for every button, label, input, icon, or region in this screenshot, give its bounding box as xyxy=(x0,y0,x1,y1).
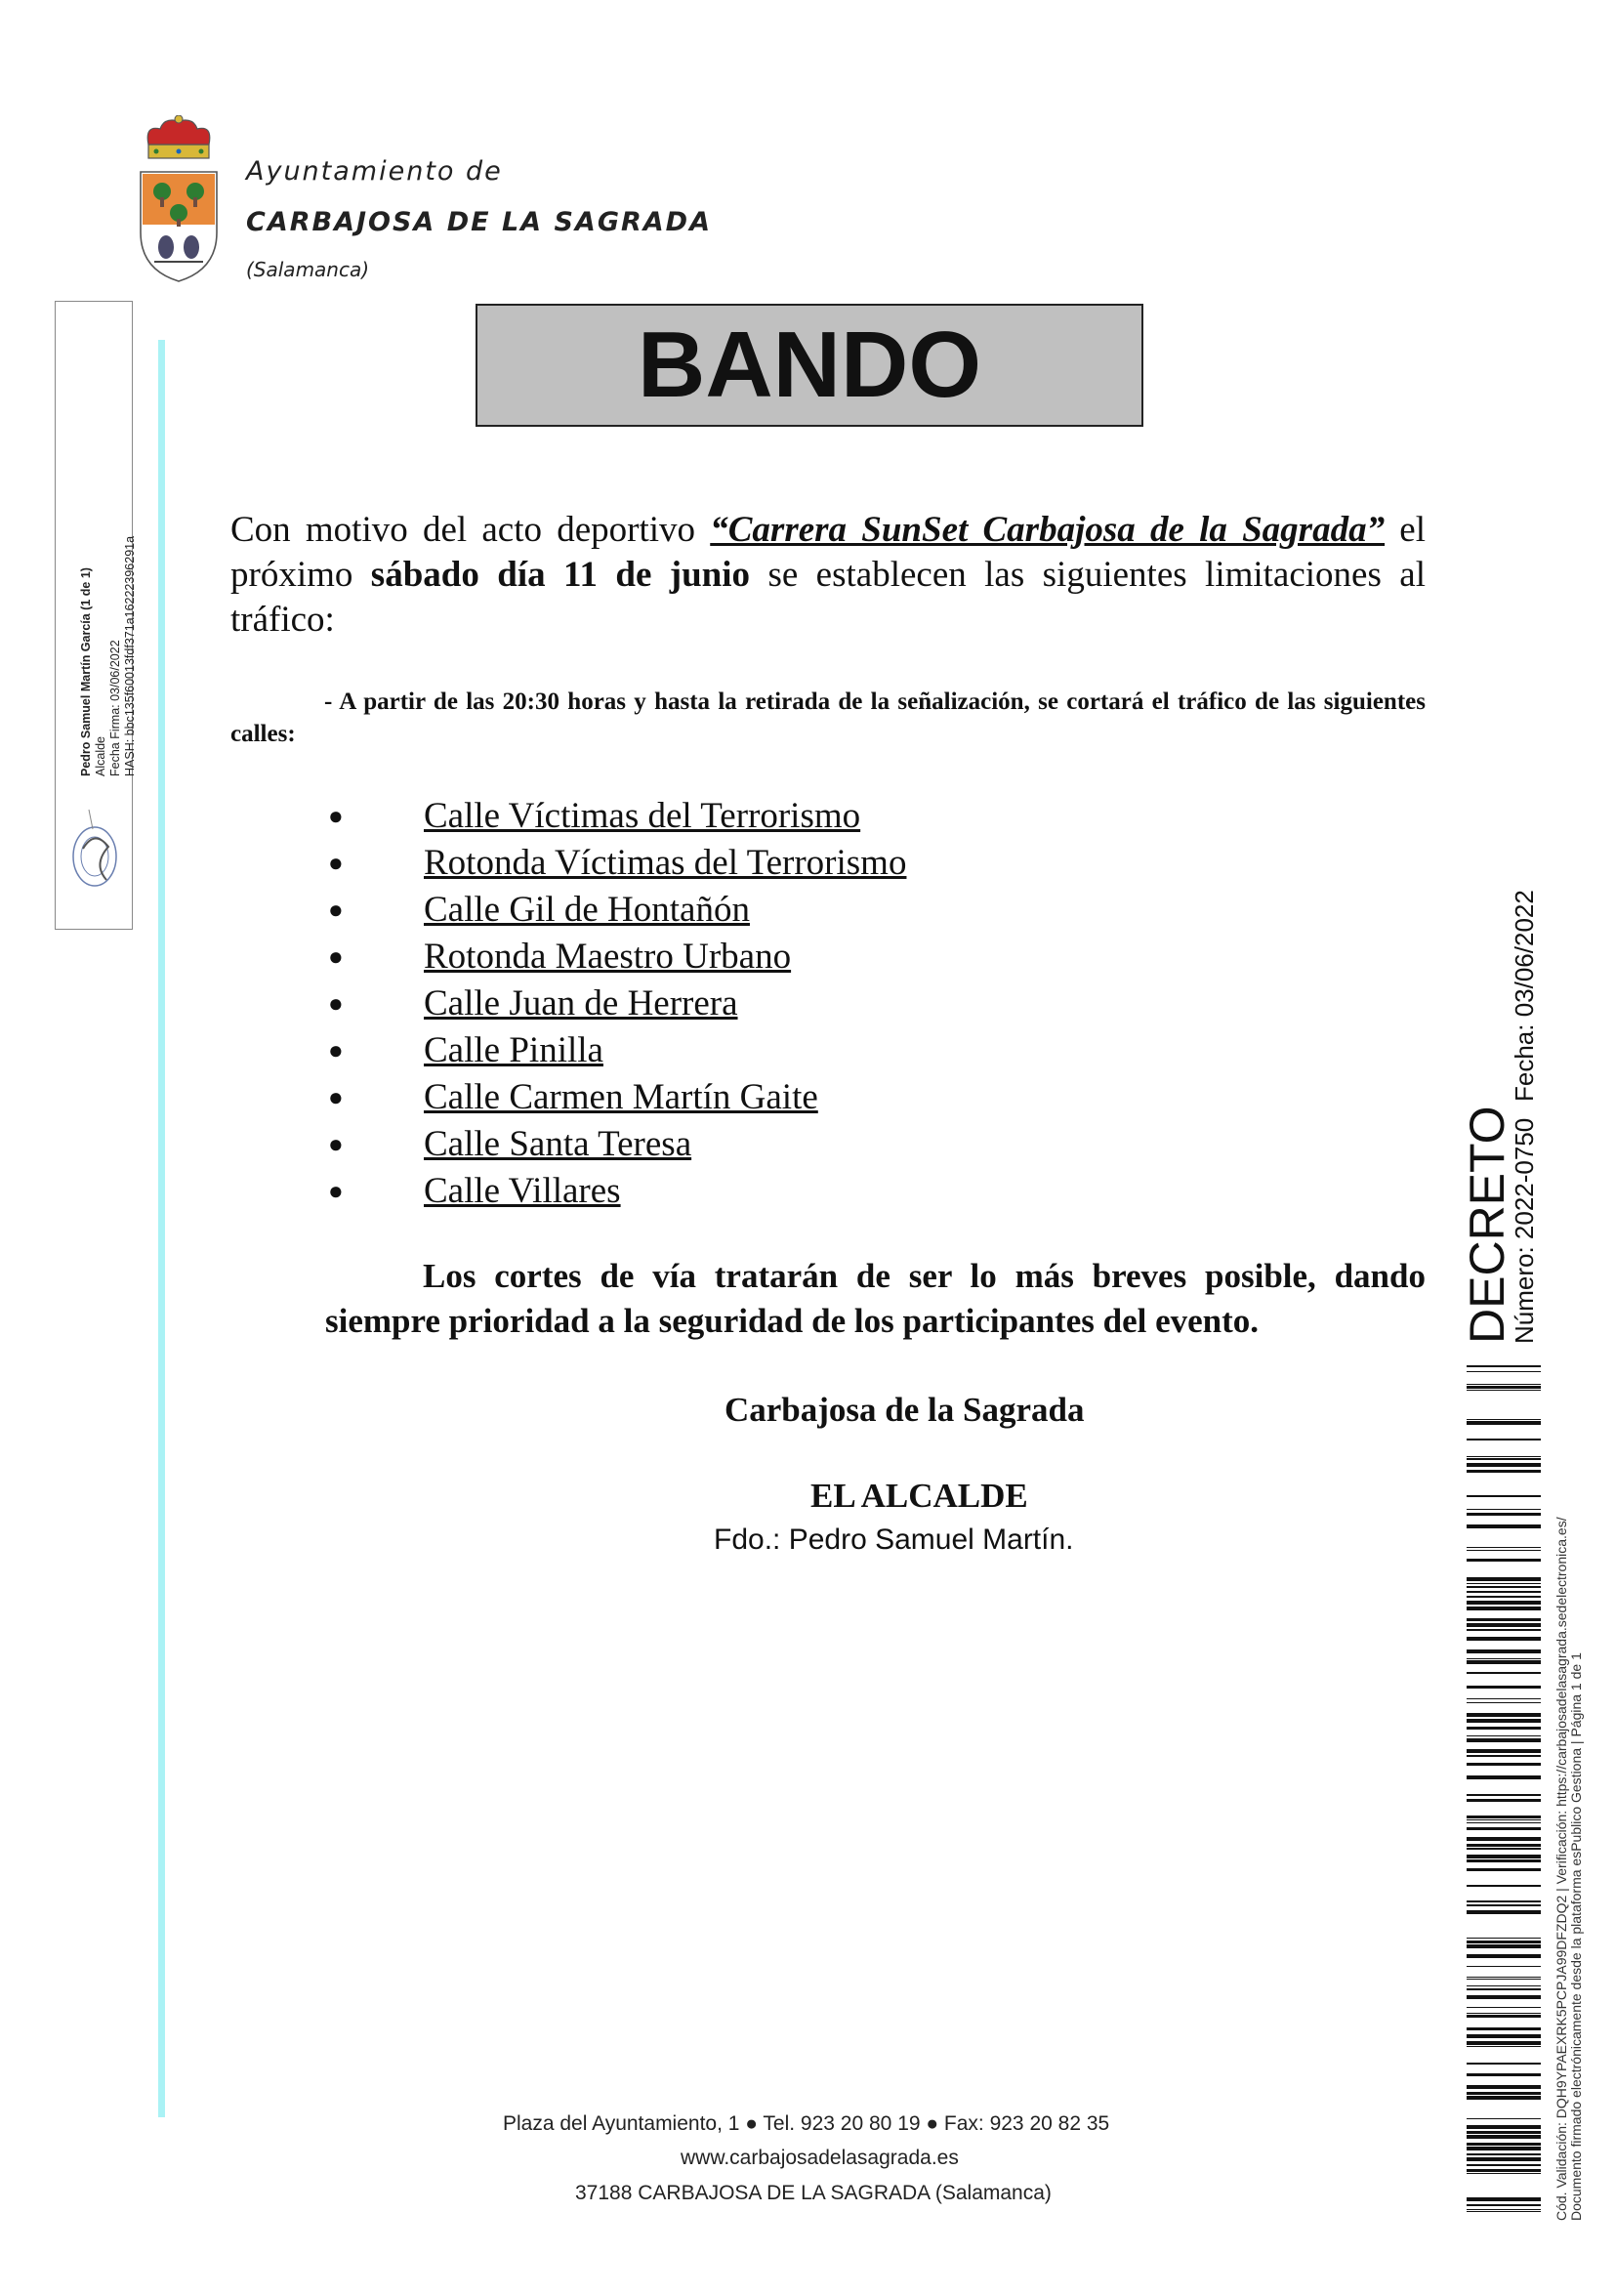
signature-text xyxy=(60,308,137,776)
barcode-bar xyxy=(1467,2007,1541,2008)
barcode-bar xyxy=(1467,1384,1541,1385)
coat-of-arms-logo xyxy=(135,115,223,283)
barcode-bar xyxy=(1467,1799,1541,1802)
barcode-bar xyxy=(1467,1371,1541,1372)
barcode-bar xyxy=(1467,1794,1541,1796)
barcode-bar xyxy=(1467,1660,1541,1664)
barcode-bar xyxy=(1467,1816,1541,1818)
bullet-icon: ● xyxy=(328,1177,344,1205)
barcode-bar xyxy=(1467,1470,1541,1473)
barcode-bar xyxy=(1467,1607,1541,1610)
bullet-icon: ● xyxy=(328,1036,344,1065)
signature-box xyxy=(55,301,137,930)
barcode-bar xyxy=(1467,2143,1541,2146)
detail-paragraph xyxy=(230,686,1426,750)
barcode-bar xyxy=(1467,1698,1541,1699)
bullet-icon: ● xyxy=(328,896,344,924)
bullet-icon: ● xyxy=(328,802,344,830)
barcode-bar xyxy=(1467,1848,1541,1850)
barcode-bar xyxy=(1467,2204,1541,2206)
barcode-bar xyxy=(1467,1524,1541,1528)
barcode-bar xyxy=(1467,2209,1541,2210)
barcode-bar xyxy=(1467,1855,1541,1858)
place-name: Carbajosa de la Sagrada xyxy=(725,1391,1085,1429)
barcode-bar xyxy=(1467,1755,1541,1757)
barcode-bar xyxy=(1467,1738,1541,1742)
intro-paragraph xyxy=(230,508,1426,643)
barcode-bar xyxy=(1467,1702,1541,1703)
barcode-bar xyxy=(1467,1672,1541,1674)
barcode-bar xyxy=(1467,1985,1541,1986)
validation-code: Cód. Validación: DQH9YPAEXRK5PCPJA99DFZDQ2 | Verificación: https://carbajosadelasagrada.sedelectronica.es/ xyxy=(1553,1517,1569,2221)
barcode-bar xyxy=(1467,1938,1541,1939)
decreto-label: DECRETO xyxy=(1460,1106,1514,1344)
barcode-bar xyxy=(1467,1686,1541,1689)
barcode-bar xyxy=(1467,1885,1541,1887)
detail-text: - A partir de las 20:30 horas y hasta la retirada de la señalización, se cortará el tráfico de las siguientes calles: xyxy=(230,689,1426,747)
mayor-title: EL ALCALDE xyxy=(810,1477,1028,1515)
barcode-bar xyxy=(1467,1456,1541,1457)
barcode-bar xyxy=(1467,2147,1541,2150)
barcode-bar xyxy=(1467,2063,1541,2065)
list-item: ● Calle Carmen Martín Gaite xyxy=(322,1074,1201,1121)
list-item: ● Calle Víctimas del Terrorismo xyxy=(322,793,1201,840)
letterhead-prefix: Ayuntamiento de xyxy=(246,156,503,187)
barcode-bar xyxy=(1467,1904,1541,1906)
barcode-bar xyxy=(1467,2131,1541,2134)
barcode-bar xyxy=(1467,1859,1541,1862)
barcode-bar xyxy=(1467,2015,1541,2018)
barcode-bar xyxy=(1467,1995,1541,1999)
barcode-bar xyxy=(1467,1719,1541,1723)
street-list xyxy=(322,793,1201,1215)
barcode-bar xyxy=(1467,1822,1541,1823)
barcode-bar xyxy=(1467,2197,1541,2201)
barcode-bar xyxy=(1467,1601,1541,1605)
barcode-bar xyxy=(1467,1749,1541,1753)
barcode-bar xyxy=(1467,1735,1541,1736)
barcode-bar xyxy=(1467,2013,1541,2014)
barcode-bar xyxy=(1467,1365,1541,1367)
barcode-bar xyxy=(1467,2153,1541,2155)
barcode-bar xyxy=(1467,1458,1541,1460)
barcode-bar xyxy=(1467,1979,1541,1980)
signer-name: Pedro Samuel Martín García (1 de 1) xyxy=(79,567,93,776)
barcode-bar xyxy=(1467,1495,1541,1497)
barcode-bar xyxy=(1467,1900,1541,1902)
barcode-bar xyxy=(1467,1618,1541,1621)
barcode-bar xyxy=(1467,1988,1541,1990)
list-item: ● Calle Juan de Herrera xyxy=(322,981,1201,1027)
letterhead-municipality: CARBAJOSA DE LA SAGRADA xyxy=(246,207,712,237)
barcode-bar xyxy=(1467,2135,1541,2139)
barcode-bar xyxy=(1467,2211,1541,2212)
barcode-bar xyxy=(1467,1596,1541,1598)
barcode-bar xyxy=(1467,2085,1541,2089)
barcode-bar xyxy=(1467,2173,1541,2174)
list-item: ● Calle Villares xyxy=(322,1168,1201,1215)
barcode-bar xyxy=(1467,1559,1541,1562)
barcode-bar xyxy=(1467,1966,1541,1967)
signer-role: Alcalde xyxy=(94,736,107,776)
signature-hash: HASH: bbc135f60013fdf371a16222396291a xyxy=(123,535,137,776)
barcode-bar xyxy=(1467,2096,1541,2100)
list-item: ● Calle Gil de Hontañón xyxy=(322,887,1201,934)
footer-city: 37188 CARBAJOSA DE LA SAGRADA (Salamanca) xyxy=(575,2182,1052,2204)
barcode-bar xyxy=(1467,1386,1541,1389)
barcode-bar xyxy=(1467,2073,1541,2076)
barcode-bar xyxy=(1467,2046,1541,2047)
barcode-bar xyxy=(1467,1513,1541,1516)
barcode-bar xyxy=(1467,1727,1541,1730)
barcode-bar xyxy=(1467,1577,1541,1581)
event-name: “Carrera SunSet Carbajosa de la Sagrada” xyxy=(710,510,1386,550)
barcode-bar xyxy=(1467,1941,1541,1943)
barcode-bar xyxy=(1467,1390,1541,1391)
bullet-icon: ● xyxy=(328,1130,344,1158)
barcode-bar xyxy=(1467,1954,1541,1958)
decreto-number: Número: 2022-0750 xyxy=(1510,1117,1539,1344)
barcode-bar xyxy=(1467,1844,1541,1847)
margin-rule xyxy=(158,340,165,2117)
barcode-bar xyxy=(1467,1837,1541,1841)
barcode-bar xyxy=(1467,1421,1541,1425)
list-item: ● Calle Santa Teresa xyxy=(322,1121,1201,1168)
barcode-bar xyxy=(1467,2125,1541,2129)
list-item: ● Rotonda Víctimas del Terrorismo xyxy=(322,840,1201,887)
intro-text-1: Con motivo del acto deportivo xyxy=(230,510,711,550)
barcode-bar xyxy=(1467,1586,1541,1588)
footer-website: www.carbajosadelasagrada.es xyxy=(681,2147,959,2169)
bullet-icon: ● xyxy=(328,942,344,971)
barcode-bar xyxy=(1467,1637,1541,1641)
barcode-bar xyxy=(1467,1550,1541,1551)
list-item: ● Calle Pinilla xyxy=(322,1027,1201,1074)
barcode-bar xyxy=(1467,2164,1541,2166)
barcode-bar xyxy=(1467,1775,1541,1779)
barcode-bar xyxy=(1467,2118,1541,2119)
barcode-bar xyxy=(1467,2027,1541,2030)
signature-date: Fecha Firma: 03/06/2022 xyxy=(108,640,122,776)
bullet-icon: ● xyxy=(328,1083,344,1111)
barcode-bar xyxy=(1467,2092,1541,2095)
barcode-bar xyxy=(1467,1713,1541,1717)
barcode-bar xyxy=(1467,1591,1541,1593)
bullet-icon: ● xyxy=(328,989,344,1018)
document-title: BANDO xyxy=(476,304,1143,427)
barcode-bar xyxy=(1467,1509,1541,1510)
barcode-bar xyxy=(1467,2041,1541,2045)
event-date: sábado día 11 de junio xyxy=(370,555,751,595)
signed-by: Fdo.: Pedro Samuel Martín. xyxy=(714,1524,1074,1556)
barcode-bar xyxy=(1467,1944,1541,1948)
intro-text-3: se establecen las siguientes limitaciones al tráfico: xyxy=(230,555,1426,640)
barcode-bar xyxy=(1467,1419,1541,1420)
barcode-bar xyxy=(1467,1819,1541,1820)
list-item: ● Rotonda Maestro Urbano xyxy=(322,934,1201,981)
barcode-icon xyxy=(1467,1365,1541,2219)
footer-address: Plaza del Ayuntamiento, 1 ● Tel. 923 20 80 19 ● Fax: 923 20 82 35 xyxy=(503,2112,1110,2135)
bullet-icon: ● xyxy=(328,849,344,877)
closing-paragraph: Los cortes de vía tratarán de ser lo más breves posible, dando siempre prioridad a la seguridad de los participantes del evento. xyxy=(325,1257,1426,1340)
barcode-bar xyxy=(1467,1623,1541,1627)
barcode-bar xyxy=(1467,1910,1541,1914)
intro-text-2: el próximo xyxy=(230,510,1427,595)
barcode-bar xyxy=(1467,1439,1541,1440)
barcode-bar xyxy=(1467,1649,1541,1653)
decreto-date: Fecha: 03/06/2022 xyxy=(1510,890,1539,1102)
barcode-bar xyxy=(1467,1827,1541,1830)
validation-platform: Documento firmado electrónicamente desde la plataforma esPublico Gestiona | Página 1 de 1 xyxy=(1568,1652,1584,2221)
barcode-bar xyxy=(1467,1463,1541,1467)
barcode-bar xyxy=(1467,1629,1541,1631)
barcode-bar xyxy=(1467,2034,1541,2038)
barcode-bar xyxy=(1467,1977,1541,1978)
signature-stamp-icon xyxy=(63,790,126,917)
barcode-bar xyxy=(1467,1868,1541,1871)
barcode-bar xyxy=(1467,1658,1541,1659)
barcode-bar xyxy=(1467,2157,1541,2161)
barcode-bar xyxy=(1467,1583,1541,1584)
barcode-bar xyxy=(1467,1547,1541,1548)
barcode-bar xyxy=(1467,2169,1541,2172)
letterhead-province: (Salamanca) xyxy=(246,258,370,281)
barcode-bar xyxy=(1467,1763,1541,1766)
